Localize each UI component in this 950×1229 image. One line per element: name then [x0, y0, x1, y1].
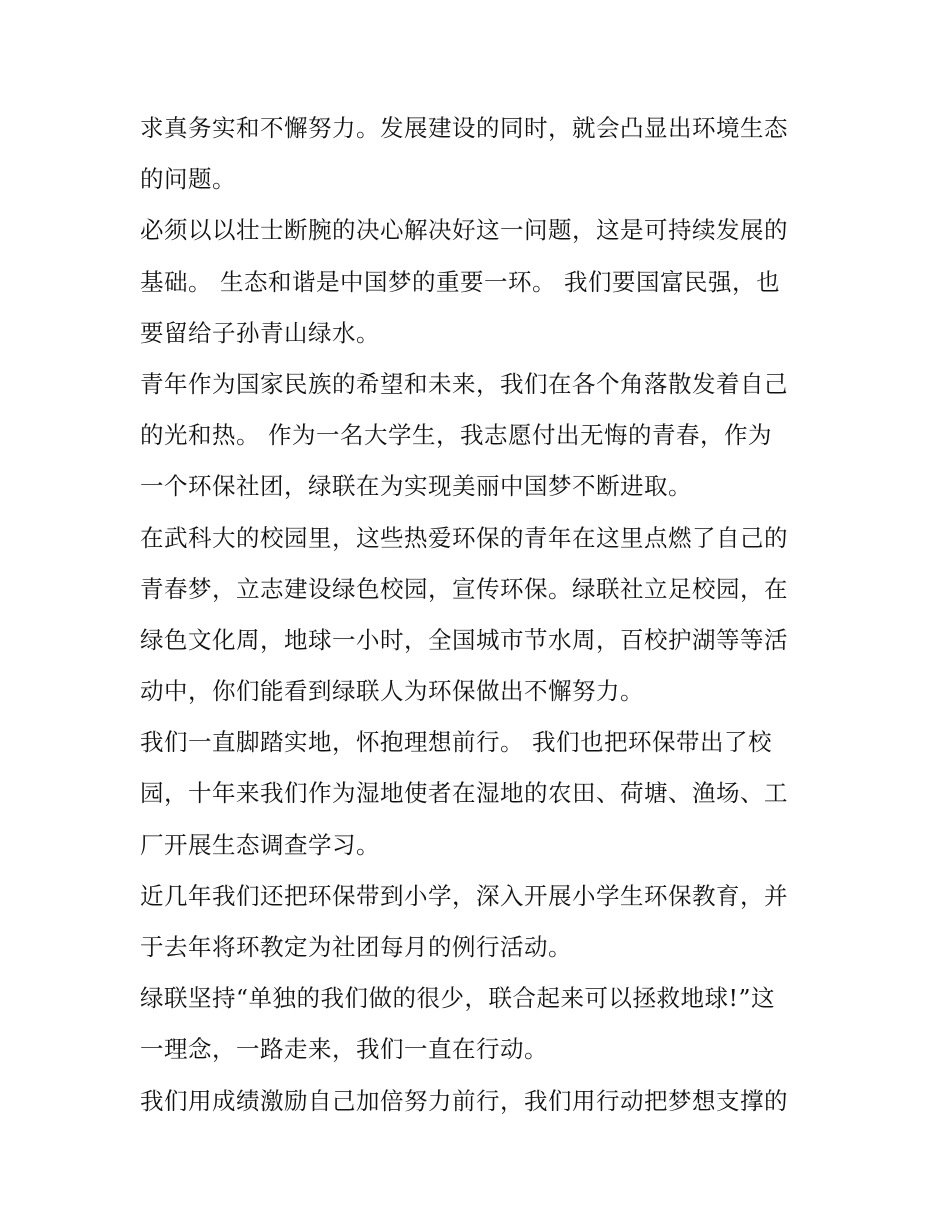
document-body — [140, 103, 812, 1127]
text-line: 于去年将环教定为社团每月的例行活动。 — [140, 933, 572, 961]
text-line: 厂开展生态调查学习。 — [140, 830, 380, 859]
text-line: 绿色文化周，地球一小时，全国城市节水周，百校护湖等等活 — [140, 625, 788, 654]
text-line: 一理念，一路走来，我们一直在行动。 — [140, 1035, 548, 1064]
text-line: 我们一直脚踏实地，怀抱理想前行。 我们也把环保带出了校 — [140, 728, 772, 757]
text-line: 的问题。 — [140, 165, 236, 194]
text-line: 我们用成绩激励自己加倍努力前行，我们用行动把梦想支撑的 — [140, 1086, 788, 1115]
text-line: 一个环保社团，绿联在为实现美丽中国梦不断进取。 — [140, 472, 692, 501]
text-line: 的光和热。 作为一名大学生，我志愿付出无悔的青春，作为 — [140, 421, 772, 450]
text-line: 青春梦，立志建设绿色校园，宣传环保。绿联社立足校园，在 — [140, 574, 788, 603]
text-line: 要留给子孙青山绿水。 — [140, 318, 380, 347]
text-line: 园，十年来我们作为湿地使者在湿地的农田、荷塘、渔场、工 — [140, 779, 788, 808]
text-line: 绿联坚持“单独的我们做的很少，联合起来可以拯救地球!”这 — [140, 984, 775, 1013]
text-line: 动中，你们能看到绿联人为环保做出不懈努力。 — [140, 677, 644, 706]
text-line: 近几年我们还把环保带到小学，深入开展小学生环保教育，并 — [140, 881, 788, 910]
text-line: 必须以以壮士断腕的决心解决好这一问题，这是可持续发展的 — [140, 216, 788, 245]
text-line: 求真务实和不懈努力。发展建设的同时，就会凸显出环境生态 — [140, 114, 788, 142]
text-line: 基础。 生态和谐是中国梦的重要一环。 我们要国富民强，也 — [140, 267, 780, 296]
text-line: 青年作为国家民族的希望和未来，我们在各个角落散发着自己 — [140, 369, 788, 398]
text-line: 在武科大的校园里，这些热爱环保的青年在这里点燃了自己的 — [140, 523, 788, 552]
